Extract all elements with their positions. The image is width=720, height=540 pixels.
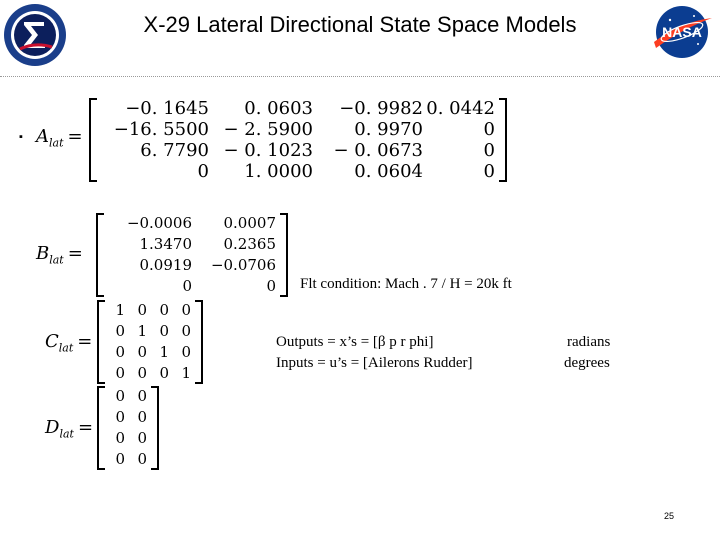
matrix-d-cell: 0	[137, 450, 147, 468]
matrix-a-cell: − 2. 5900	[223, 119, 313, 140]
matrix-c-cell: 0	[137, 343, 147, 361]
matrix-c-cell: 0	[137, 301, 147, 319]
matrix-a-label	[36, 126, 83, 150]
matrix-b-cell: −0.0706	[210, 256, 276, 274]
matrix-a-sub: lat	[49, 136, 64, 150]
matrix-c-cell: 0	[181, 301, 191, 319]
right-bracket	[195, 300, 203, 384]
matrix-c-label	[45, 331, 92, 355]
matrix-a-cell: 0. 0442	[426, 98, 495, 119]
nasa-logo-text: NASA	[662, 24, 702, 40]
matrix-b-sub: lat	[49, 253, 64, 267]
matrix-a-cell: 6. 7790	[140, 140, 209, 161]
matrix-c-cell: 1	[115, 301, 125, 319]
matrix-a-cell: −0. 9982	[339, 98, 423, 119]
inputs-text: Inputs = u’s = [Ailerons Rudder]	[276, 355, 473, 371]
matrix-c-cell: 0	[181, 322, 191, 340]
page-number: 25	[664, 511, 675, 521]
matrix-a-cell: −16. 5500	[113, 119, 209, 140]
matrix-a-cell: 0	[483, 119, 495, 140]
matrix-a-cell: 0. 9970	[354, 119, 423, 140]
matrix-b-cell: 0	[182, 277, 192, 295]
matrix-c-cell: 0	[115, 343, 125, 361]
matrix-b-label	[36, 243, 83, 267]
matrix-a-equals: =	[67, 126, 83, 147]
inputs-units-text: degrees	[564, 355, 610, 371]
matrix-a-cell: 0. 0604	[354, 161, 423, 182]
matrix-d-cell: 0	[137, 408, 147, 426]
matrix-b	[96, 213, 288, 297]
matrix-c-cell: 0	[115, 322, 125, 340]
matrix-c-equals: =	[77, 331, 93, 352]
bullet-marker: ▪	[19, 131, 23, 143]
matrix-b-cell: 0.0007	[223, 214, 276, 232]
matrix-b-cell: −0.0006	[126, 214, 192, 232]
nasa-meatball-logo	[650, 4, 714, 60]
matrix-a	[89, 98, 507, 182]
left-bracket	[97, 300, 105, 384]
matrix-c-cell: 1	[159, 343, 169, 361]
matrix-c-cell: 1	[181, 364, 191, 382]
matrix-c-cell: 0	[159, 322, 169, 340]
matrix-d-cell: 0	[115, 408, 125, 426]
matrix-c-cell: 0	[115, 364, 125, 382]
matrix-b-cells	[104, 213, 280, 297]
matrix-d-cell: 0	[115, 387, 125, 405]
matrix-a-cells	[97, 98, 499, 182]
matrix-b-cell: 0.0919	[139, 256, 192, 274]
matrix-c-cell: 0	[181, 343, 191, 361]
matrix-c-name: C	[45, 331, 59, 352]
title-divider	[0, 76, 720, 77]
matrix-d-cell: 0	[115, 429, 125, 447]
matrix-a-cell: − 0. 0673	[333, 140, 423, 161]
matrix-a-name: A	[36, 126, 49, 147]
matrix-a-cell: 0	[483, 140, 495, 161]
matrix-b-cell: 0	[266, 277, 276, 295]
matrix-d-label	[45, 417, 93, 441]
right-bracket	[499, 98, 507, 182]
matrix-c-cell: 1	[137, 322, 147, 340]
matrix-b-name: B	[36, 243, 50, 264]
slide-title: X-29 Lateral Directional State Space Models	[143, 12, 577, 37]
right-bracket	[151, 386, 159, 470]
matrix-d-name: D	[45, 417, 60, 438]
outputs-text: Outputs = x’s = [β p r phi]	[276, 334, 434, 350]
matrix-c-cells	[105, 300, 195, 384]
right-bracket	[280, 213, 288, 297]
left-bracket	[97, 386, 105, 470]
matrix-a-cell: − 0. 1023	[223, 140, 313, 161]
matrix-d-cell: 0	[137, 429, 147, 447]
matrix-a-cell: −0. 1645	[125, 98, 209, 119]
matrix-c-cell: 0	[159, 364, 169, 382]
flight-condition-text: Flt condition: Mach . 7 / H = 20k ft	[300, 276, 512, 292]
matrix-d-cells	[105, 386, 151, 470]
matrix-c-cell: 0	[137, 364, 147, 382]
matrix-d-sub: lat	[59, 427, 74, 441]
matrix-c	[97, 300, 203, 384]
matrix-c-cell: 0	[159, 301, 169, 319]
matrix-d-cell: 0	[137, 387, 147, 405]
matrix-b-equals: =	[67, 243, 83, 264]
matrix-d-equals: =	[77, 417, 94, 438]
matrix-d-cell: 0	[115, 450, 125, 468]
matrix-b-cell: 1.3470	[139, 235, 192, 253]
sigma-seal-logo	[2, 2, 68, 68]
outputs-units-text: radians	[567, 334, 611, 350]
matrix-a-cell: 0	[197, 161, 209, 182]
matrix-b-cell: 0.2365	[223, 235, 276, 253]
matrix-a-cell: 1. 0000	[244, 161, 313, 182]
left-bracket	[89, 98, 97, 182]
matrix-a-cell: 0. 0603	[244, 98, 313, 119]
left-bracket	[96, 213, 104, 297]
matrix-a-cell: 0	[483, 161, 495, 182]
matrix-d	[97, 386, 159, 470]
matrix-c-sub: lat	[58, 341, 74, 355]
